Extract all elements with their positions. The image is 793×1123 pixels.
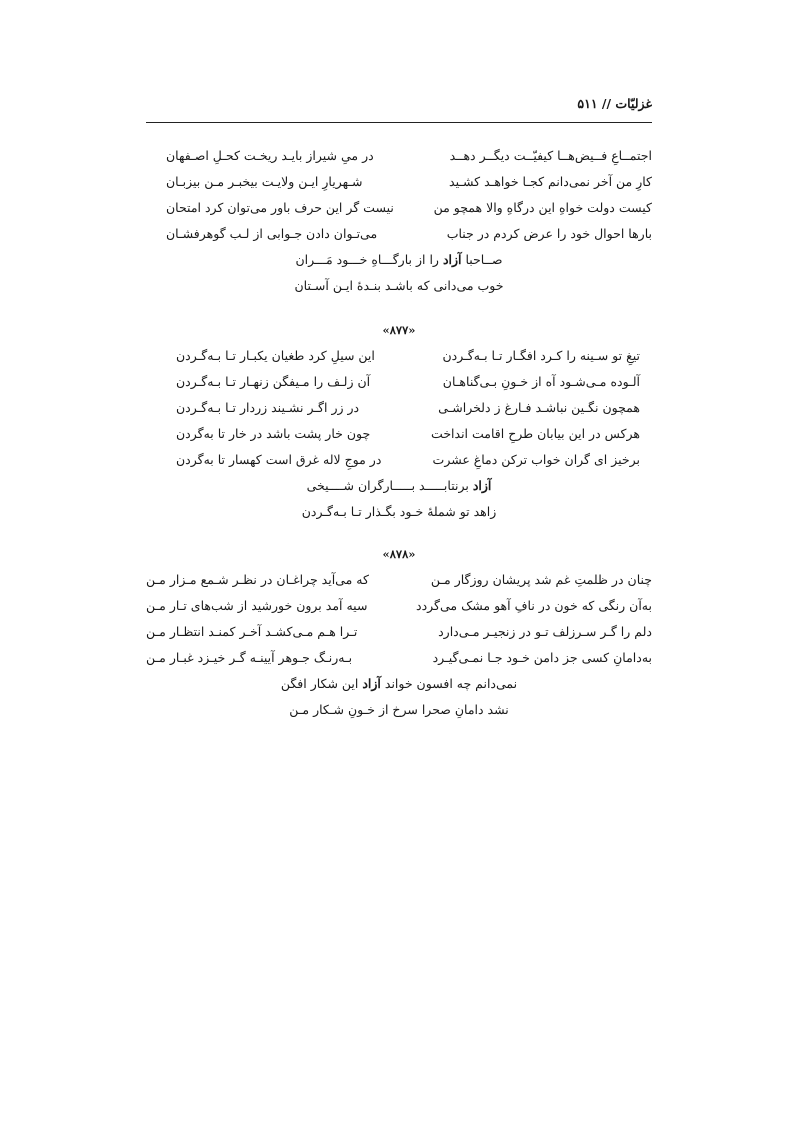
text-segment: این شکار افگن <box>280 676 363 691</box>
poem-877 <box>146 320 652 525</box>
hemistich-left: نیست گر این حرف باور می‌توان کرد امتحان <box>166 200 394 215</box>
hemistich-left: در زر اگـر نشـیند زردار تـا بـه‌گـردن <box>176 400 360 415</box>
closing-bayt-line <box>146 473 652 499</box>
closing-bayt-line <box>146 273 652 299</box>
poet-name: آزاد <box>472 478 492 493</box>
text-segment: را از بارگـــاهِ خـــود مَـــران <box>295 252 443 267</box>
hemistich-left: در میِ شیراز بایـد ریخـت کحـلِ اصـفهان <box>166 148 374 163</box>
page-header <box>146 94 652 123</box>
closing-bayt-line <box>146 671 652 697</box>
hemistich-left: تـرا هـم مـی‌کشـد آخـر کمنـد انتظـار مـن <box>146 624 358 639</box>
text-segment: زاهد تو شملهٔ خـود بگـذار تـا بـه‌گـردن <box>301 504 497 519</box>
bayt <box>146 567 652 593</box>
poem-number: «۸۷۷» <box>382 323 416 337</box>
hemistich-right: آلـوده مـی‌شـود آه از خـونِ بـی‌گناهـان <box>442 374 640 389</box>
bayt <box>146 221 652 247</box>
hemistich-left: این سیلِ کرد طغیان یکبـار تـا بـه‌گـردن <box>176 348 375 363</box>
hemistich-left: بـه‌رنـگ جـوهر آیینـه گـر خیـزد غبـار مـن <box>146 650 353 665</box>
bayt <box>146 195 652 221</box>
hemistich-right: تیغِ تو سـینه را کـرد افگـار تـا بـه‌گـردن <box>442 348 640 363</box>
bayt <box>146 369 652 395</box>
bayt <box>146 619 652 645</box>
closing-bayt-line <box>146 697 652 723</box>
poem-continuation <box>146 143 652 299</box>
text-segment: نشد دامانِ صحرا سرخ از خـونِ شـکار مـن <box>289 702 509 717</box>
hemistich-right: کیست دولت خواهِ این درگاهِ والا همچو من <box>433 200 652 215</box>
hemistich-left: چون خار پشت باشد در خار تا به‌گردن <box>176 426 371 441</box>
hemistich-left: می‌تـوان دادن جـوابی از لـب گوهرفشـان <box>166 226 378 241</box>
hemistich-left: در موجِ لاله غرق است کهسار تا به‌گردن <box>176 452 382 467</box>
hemistich-right: به‌دامانِ کسی جز دامن خـود جـا نمـی‌گیـرد <box>432 650 652 665</box>
hemistich-left: که می‌آید چراغـان در نظـر شـمع مـزار مـن <box>146 572 369 587</box>
bayt <box>146 395 652 421</box>
text-segment: برنتابـــــد بـــــارگران شــــیخی <box>306 478 473 493</box>
bayt <box>146 169 652 195</box>
closing-bayt-line <box>146 247 652 273</box>
text-segment: نمی‌دانم چه افسون خواند <box>380 676 518 691</box>
closing-hemistich <box>281 671 517 697</box>
bayt <box>146 645 652 671</box>
closing-bayt-line <box>146 499 652 525</box>
hemistich-right: اجتمــاعِ فــیض‌هــا کیفیّــت دیگــر دهــد <box>449 148 652 163</box>
hemistich-left: شـهریارِ ایـن ولایـت بیخبـر مـن بیزبـان <box>166 174 363 189</box>
poet-name: آزاد <box>442 252 462 267</box>
bayt <box>146 143 652 169</box>
hemistich-right: برخیز ای گران خواب ترکن دماغِ عشرت <box>432 452 640 467</box>
poem-878 <box>146 544 652 723</box>
hemistich-right: به‌آن رنگی که خون در نافِ آهو مشک می‌گردد <box>416 598 652 613</box>
hemistich-left: آن زلـف را مـیفگن زنهـار تـا بـه‌گـردن <box>176 374 371 389</box>
hemistich-right: همچون نگـین نباشـد فـارغ ز دلخراشـی <box>438 400 640 415</box>
hemistich-right: کارِ من آخر نمی‌دانم کجـا خواهـد کشـید <box>449 174 652 189</box>
hemistich-left: سیه آمد برون خورشید از شب‌های تـار مـن <box>146 598 368 613</box>
bayt <box>146 343 652 369</box>
text-segment: خوب می‌دانی که باشـد بنـدهٔ ایـن آسـتان <box>294 278 504 293</box>
closing-hemistich <box>307 473 492 499</box>
closing-hemistich <box>294 273 503 299</box>
running-head: غزلیّات // ۵۱۱ <box>577 96 652 111</box>
bayt <box>146 593 652 619</box>
closing-hemistich <box>302 499 497 525</box>
text-segment: صــاحبا <box>461 252 503 267</box>
bayt <box>146 421 652 447</box>
hemistich-right: هرکس در این بیابان طرحِ اقامت انداخت <box>431 426 640 441</box>
poet-name: آزاد <box>362 676 381 691</box>
closing-hemistich <box>289 697 509 723</box>
poem-number: «۸۷۸» <box>382 547 416 561</box>
hemistich-right: دلم را گـر سـرزلف تـو در زنجیـر مـی‌دارد <box>438 624 652 639</box>
closing-hemistich <box>295 247 502 273</box>
hemistich-right: چنان در ظلمتِ غم شد پریشان روزگار مـن <box>430 572 652 587</box>
bayt <box>146 447 652 473</box>
hemistich-right: بارها احوال خود را عرض کردم در جناب <box>446 226 652 241</box>
